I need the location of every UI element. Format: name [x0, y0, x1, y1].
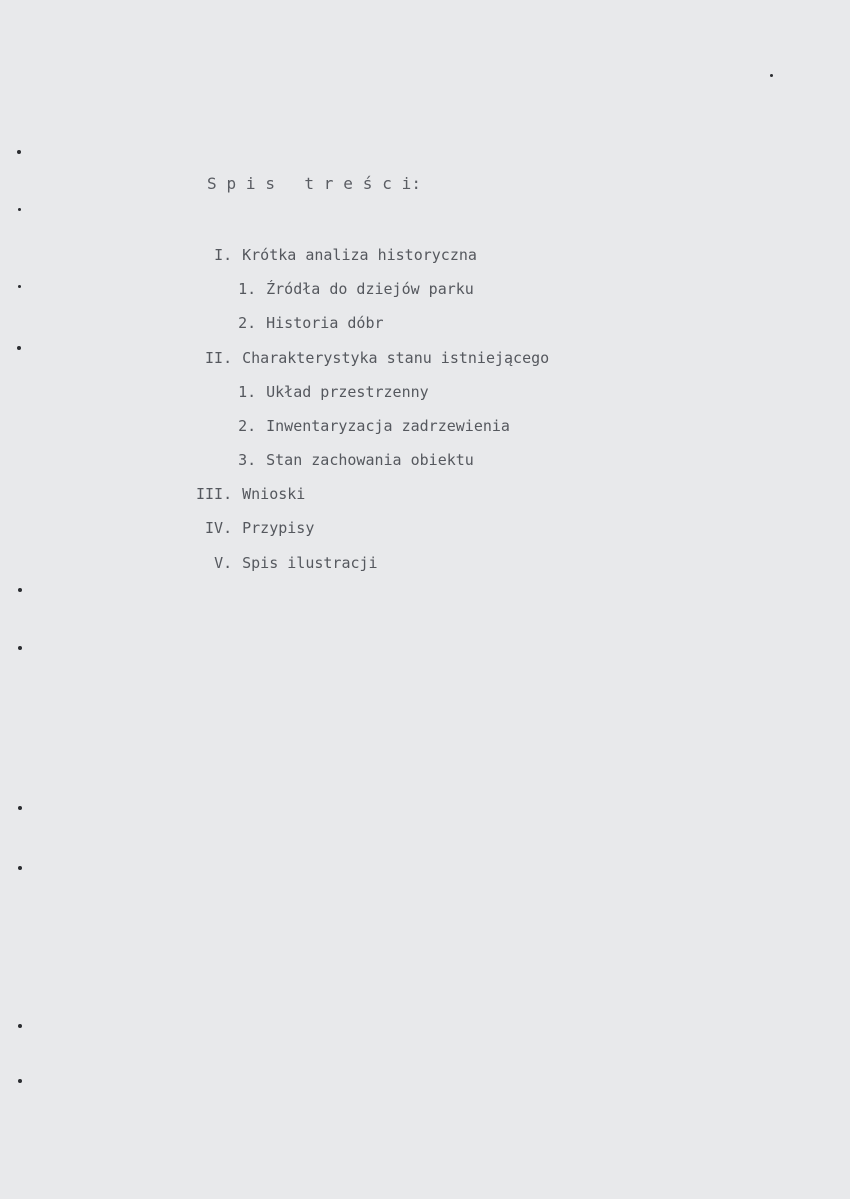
toc-entry-number: 1.	[238, 383, 257, 401]
scan-speck	[18, 866, 22, 870]
toc-entry-text: Układ przestrzenny	[266, 383, 429, 401]
toc-entry-number: 3.	[238, 451, 257, 469]
toc-entry-text: Historia dóbr	[266, 314, 384, 332]
scan-speck	[18, 1024, 22, 1028]
page-title: S p i s t r e ś c i:	[207, 174, 422, 193]
toc-entry-text: Stan zachowania obiektu	[266, 451, 474, 469]
scan-speck	[18, 646, 22, 650]
toc-entry-number: IV.	[205, 519, 233, 537]
toc-entry-number: II.	[205, 349, 233, 367]
scan-speck	[770, 74, 773, 77]
toc-entry	[142, 536, 378, 590]
toc-entry-text: Spis ilustracji	[242, 554, 378, 572]
toc-entry-text: Charakterystyka stanu istniejącego	[242, 349, 550, 367]
toc-entry-text: Przypisy	[242, 519, 315, 537]
scan-speck	[18, 208, 21, 211]
toc-entry-number: 1.	[238, 280, 257, 298]
scan-speck	[17, 346, 21, 350]
toc-entry-text: Inwentaryzacja zadrzewienia	[266, 417, 510, 435]
toc-entry-text: Źródła do dziejów parku	[266, 280, 474, 298]
toc-entry-number: V.	[214, 554, 233, 572]
scan-speck	[17, 150, 21, 154]
scan-speck	[18, 285, 21, 288]
scan-speck	[18, 588, 22, 592]
scan-speck	[18, 806, 22, 810]
toc-entry-number: 2.	[238, 417, 257, 435]
scan-speck	[18, 1079, 22, 1083]
toc-entry-text: Krótka analiza historyczna	[242, 246, 477, 264]
toc-entry-number: I.	[214, 246, 233, 264]
toc-entry-number: III.	[196, 485, 233, 503]
toc-entry-number: 2.	[238, 314, 257, 332]
toc-entry-text: Wnioski	[242, 485, 306, 503]
